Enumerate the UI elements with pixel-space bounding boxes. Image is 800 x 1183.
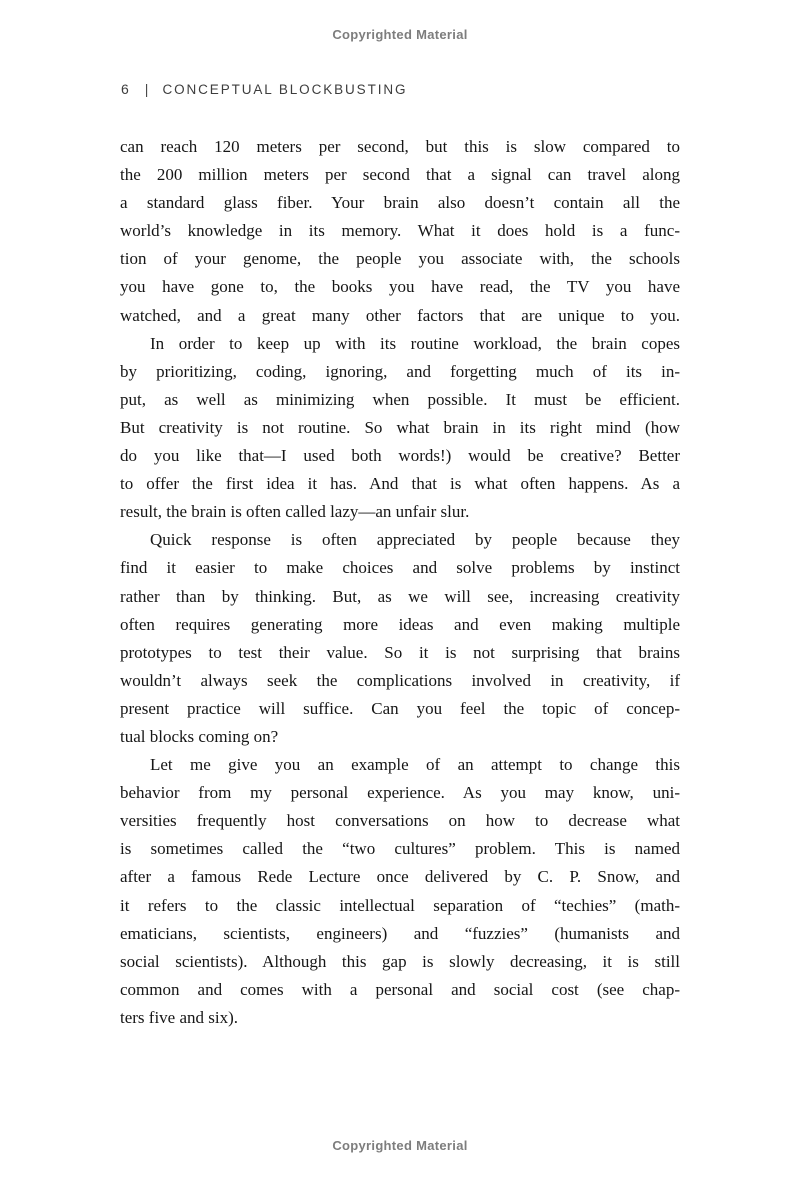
paragraph [120, 330, 680, 527]
text-line: Let me give you an example of an attempt to change this [150, 755, 680, 775]
text-line: ematicians, scientists, engineers) and “fuzzies” (humanists and [120, 923, 680, 943]
text-line: to offer the first idea it has. And that is what often happens. As a [120, 474, 680, 494]
text-line: do you like that—I used both words!) would be creative? Better [120, 446, 680, 466]
text-line: after a famous Rede Lecture once delivered by C. P. Snow, and [120, 867, 680, 887]
text-line: world’s knowledge in its memory. What it does hold is a func- [120, 221, 680, 241]
body-text [120, 133, 680, 1032]
copyright-notice-top: Copyrighted Material [332, 27, 468, 42]
text-line: result, the brain is often called lazy—an unfair slur. [120, 502, 470, 522]
book-title: CONCEPTUAL BLOCKBUSTING [162, 82, 408, 97]
text-line: wouldn’t always seek the complications involved in creativity, if [120, 670, 680, 690]
text-line: ters five and six). [120, 1007, 239, 1027]
paragraph [120, 133, 680, 330]
text-line: In order to keep up with its routine workload, the brain copes [150, 333, 680, 353]
text-line: tual blocks coming on? [120, 726, 279, 746]
text-line: a standard glass fiber. Your brain also doesn’t contain all the [120, 193, 680, 213]
text-line: by prioritizing, coding, ignoring, and forgetting much of its in- [120, 361, 680, 381]
text-line: find it easier to make choices and solve problems by instinct [120, 558, 680, 578]
text-line: prototypes to test their value. So it is not surprising that brains [120, 642, 680, 662]
text-line: can reach 120 meters per second, but this is slow compared to [120, 137, 680, 156]
text-line: social scientists). Although this gap is slowly decreasing, it is still [120, 951, 680, 971]
text-line: it refers to the classic intellectual separation of “techies” (math- [120, 895, 680, 915]
text-line: you have gone to, the books you have read, the TV you have [120, 277, 680, 297]
paragraph [120, 526, 680, 751]
page-number: 6 [121, 81, 129, 97]
text-line: put, as well as minimizing when possible. It must be efficient. [120, 389, 680, 409]
text-line: the 200 million meters per second that a signal can travel along [120, 165, 680, 185]
copyright-notice-bottom: Copyrighted Material [332, 1138, 468, 1153]
separator-bar: | [144, 81, 149, 97]
text-line: watched, and a great many other factors that are unique to you. [120, 305, 680, 325]
text-line: tion of your genome, the people you associate with, the schools [120, 249, 680, 269]
text-line: rather than by thinking. But, as we will see, increasing creativity [120, 586, 680, 606]
paragraph [120, 751, 680, 1032]
text-line: versities frequently host conversations on how to decrease what [120, 811, 680, 831]
running-head [121, 81, 407, 97]
text-line: often requires generating more ideas and even making multiple [120, 614, 680, 634]
text-line: present practice will suffice. Can you feel the topic of concep- [120, 698, 680, 718]
text-line: is sometimes called the “two cultures” problem. This is named [120, 839, 680, 859]
text-line: behavior from my personal experience. As you may know, uni- [120, 783, 680, 803]
text-line: But creativity is not routine. So what brain in its right mind (how [120, 417, 680, 437]
text-line: common and comes with a personal and social cost (see chap- [120, 979, 680, 999]
text-line: Quick response is often appreciated by people because they [150, 530, 680, 550]
